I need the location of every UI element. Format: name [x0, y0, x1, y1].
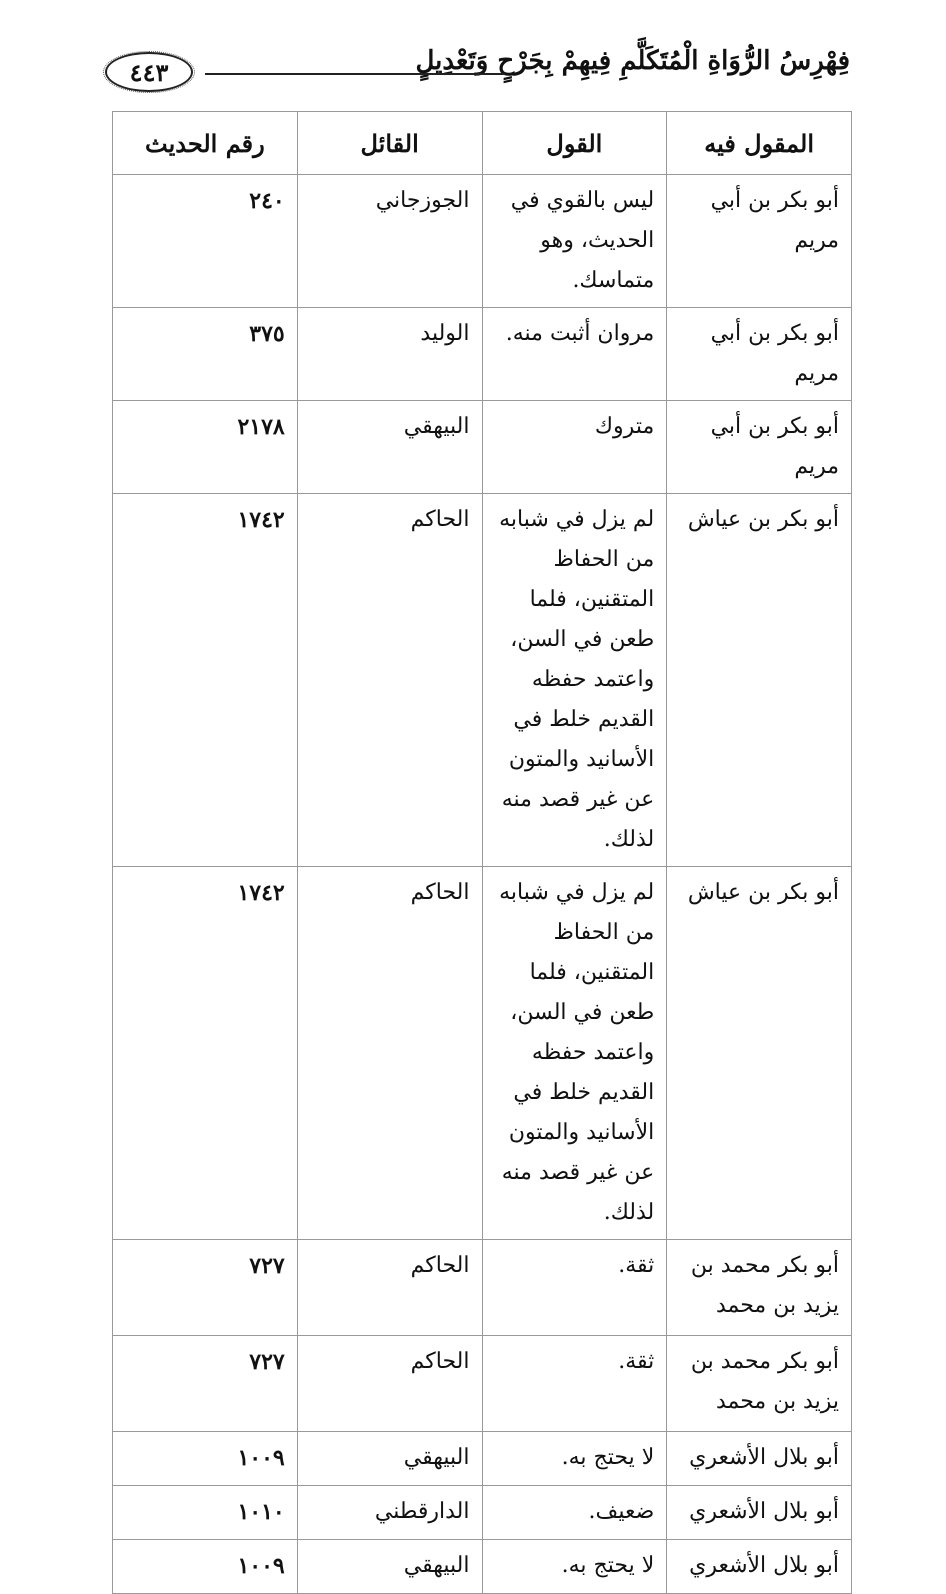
cell-said: لا يحتج به.: [482, 1432, 667, 1486]
cell-sayer: البيهقي: [297, 401, 482, 494]
cell-hadith-number: ١٧٤٢: [113, 494, 298, 867]
running-title: فِهْرِسُ الرُّوَاةِ الْمُتَكَلَّمِ فِيهِمْ بِجَرْحٍ وَتَعْدِيلٍ: [415, 46, 850, 76]
table-row: [113, 175, 852, 308]
header-rule: [205, 73, 505, 75]
cell-name: أبو بكر بن أبي مريم: [667, 401, 852, 494]
cell-said: ثقة.: [482, 1336, 667, 1432]
table-row: [113, 1336, 852, 1432]
cell-hadith-number: ٧٢٧: [113, 1336, 298, 1432]
cell-said: ليس بالقوي في الحديث، وهو متماسك.: [482, 175, 667, 308]
cell-sayer: الحاكم: [297, 1240, 482, 1336]
cell-hadith-number: ١٧٤٢: [113, 867, 298, 1240]
cell-hadith-number: ٢١٧٨: [113, 401, 298, 494]
cell-hadith-number: ٣٧٥: [113, 308, 298, 401]
cell-sayer: الحاكم: [297, 1336, 482, 1432]
cell-hadith-number: ١٠٠٩: [113, 1540, 298, 1594]
cell-name: أبو بكر محمد بن يزيد بن محمد: [667, 1240, 852, 1336]
cell-said: مروان أثبت منه.: [482, 308, 667, 401]
cell-sayer: البيهقي: [297, 1540, 482, 1594]
page-number-oval: [105, 52, 193, 92]
cell-sayer: الحاكم: [297, 867, 482, 1240]
column-header-hadith-number: رقم الحديث: [113, 112, 298, 175]
cell-sayer: الحاكم: [297, 494, 482, 867]
cell-said: متروك: [482, 401, 667, 494]
cell-name: أبو بكر بن عياش: [667, 494, 852, 867]
narrators-index-table: [112, 111, 852, 1594]
cell-said: لا يحتج به.: [482, 1540, 667, 1594]
cell-hadith-number: ١٠٠٩: [113, 1432, 298, 1486]
cell-said: لم يزل في شبابه من الحفاظ المتقنين، فلما طعن في السن، واعتمد حفظه القديم خلط في الأسانيد والمتون عن غير قصد منه لذلك.: [482, 867, 667, 1240]
column-header-name: المقول فيه: [667, 112, 852, 175]
cell-said: لم يزل في شبابه من الحفاظ المتقنين، فلما طعن في السن، واعتمد حفظه القديم خلط في الأسانيد والمتون عن غير قصد منه لذلك.: [482, 494, 667, 867]
cell-name: أبو بكر بن أبي مريم: [667, 308, 852, 401]
cell-sayer: الوليد: [297, 308, 482, 401]
table-row: [113, 1240, 852, 1336]
cell-sayer: البيهقي: [297, 1432, 482, 1486]
page-number: ٤٤٣: [129, 57, 169, 87]
column-header-sayer: القائل: [297, 112, 482, 175]
table-row: [113, 401, 852, 494]
cell-name: أبو بلال الأشعري: [667, 1486, 852, 1540]
cell-sayer: الجوزجاني: [297, 175, 482, 308]
cell-hadith-number: ١٠١٠: [113, 1486, 298, 1540]
table-header-row: [113, 112, 852, 175]
table-row: [113, 494, 852, 867]
cell-sayer: الدارقطني: [297, 1486, 482, 1540]
cell-name: أبو بلال الأشعري: [667, 1540, 852, 1594]
table-row: [113, 308, 852, 401]
cell-said: ثقة.: [482, 1240, 667, 1336]
table-row: [113, 867, 852, 1240]
cell-hadith-number: ٢٤٠: [113, 175, 298, 308]
table-row: [113, 1486, 852, 1540]
page-header: [105, 40, 850, 96]
cell-name: أبو بكر بن عياش: [667, 867, 852, 1240]
cell-name: أبو بكر محمد بن يزيد بن محمد: [667, 1336, 852, 1432]
cell-said: ضعيف.: [482, 1486, 667, 1540]
cell-name: أبو بلال الأشعري: [667, 1432, 852, 1486]
table-row: [113, 1432, 852, 1486]
column-header-said: القول: [482, 112, 667, 175]
table-row: [113, 1540, 852, 1594]
cell-hadith-number: ٧٢٧: [113, 1240, 298, 1336]
cell-name: أبو بكر بن أبي مريم: [667, 175, 852, 308]
